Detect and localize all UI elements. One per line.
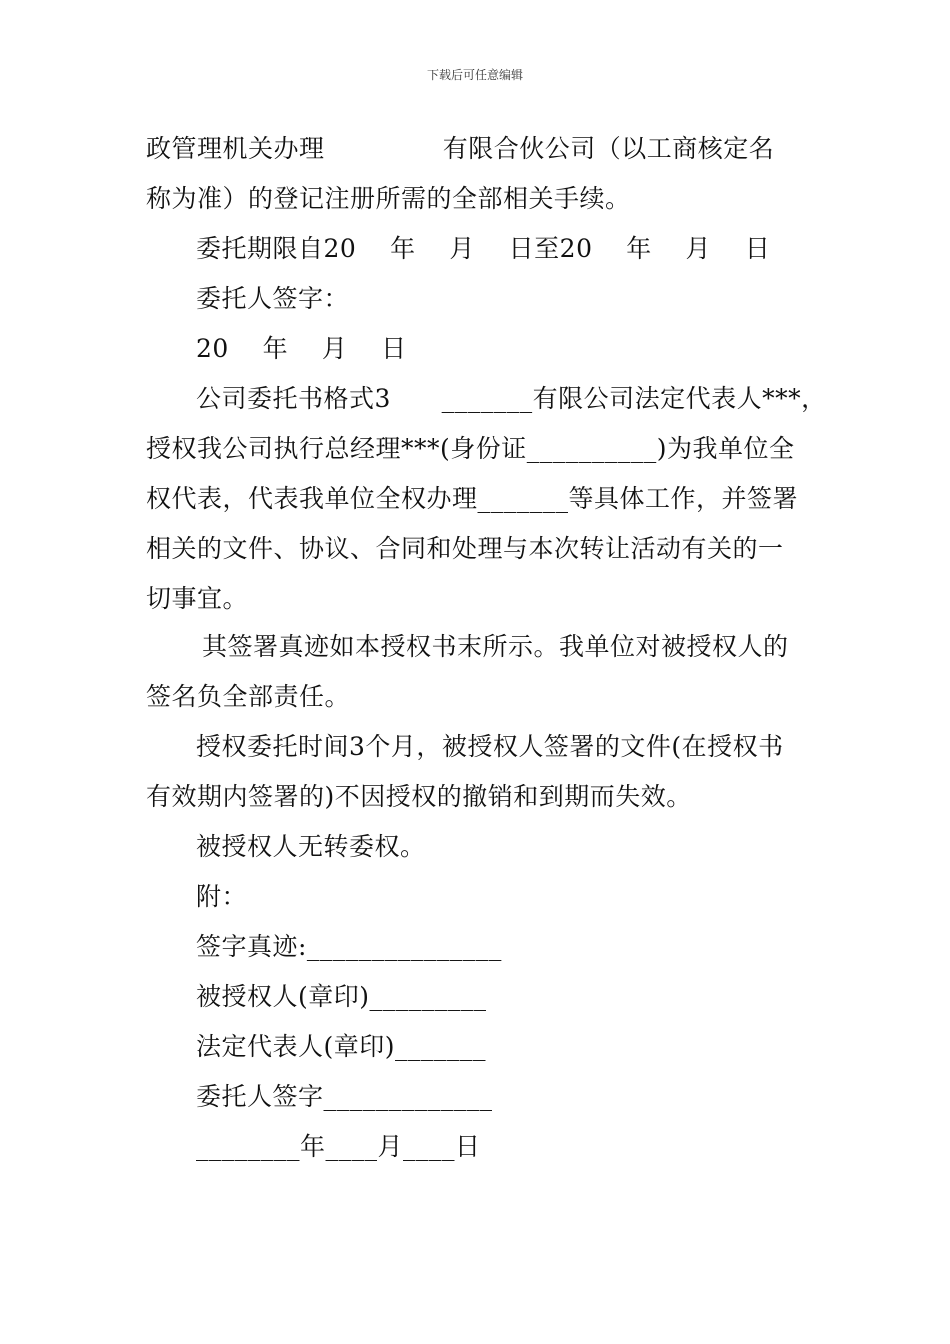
text-line-8: 权代表，代表我单位全权办理_______等具体工作，并签署 [146,484,799,513]
text-line-17: 签字真迹:_______________ [196,932,502,961]
text-line-21: ________年____月____日 [196,1132,481,1161]
text-line-14: 有效期内签署的)不因授权的撤销和到期而失效。 [146,782,692,811]
text-line-3: 委托期限自20 年 月 日至20 年 月 日 [196,234,771,263]
text-line-19: 法定代表人(章印)_______ [196,1032,487,1061]
text-line-1: 政管理机关办理 有限合伙公司（以工商核定名 [146,134,775,163]
text-line-6: 公司委托书格式3 _______有限公司法定代表人***， [196,384,827,413]
text-line-16: 附： [196,882,248,911]
text-line-20: 委托人签字_____________ [196,1082,493,1111]
text-line-7: 授权我公司执行总经理***(身份证__________)为我单位全 [146,434,795,463]
page-header-note: 下载后可任意编辑 [426,68,523,82]
text-line-9: 相关的文件、协议、合同和处理与本次转让活动有关的一 [146,534,784,563]
text-line-2: 称为准）的登记注册所需的全部相关手续。 [146,184,631,213]
text-line-13: 授权委托时间3个月，被授权人签署的文件(在授权书 [196,732,784,761]
text-line-10: 切事宜。 [146,584,249,613]
text-line-11: 其签署真迹如本授权书末所示。我单位对被授权人的 [202,632,789,661]
text-line-12: 签名负全部责任。 [146,682,351,711]
text-line-15: 被授权人无转委权。 [196,832,426,861]
text-line-5: 20 年 月 日 [196,334,407,363]
text-line-18: 被授权人(章印)_________ [196,982,487,1011]
text-line-4: 委托人签字： [196,284,350,313]
